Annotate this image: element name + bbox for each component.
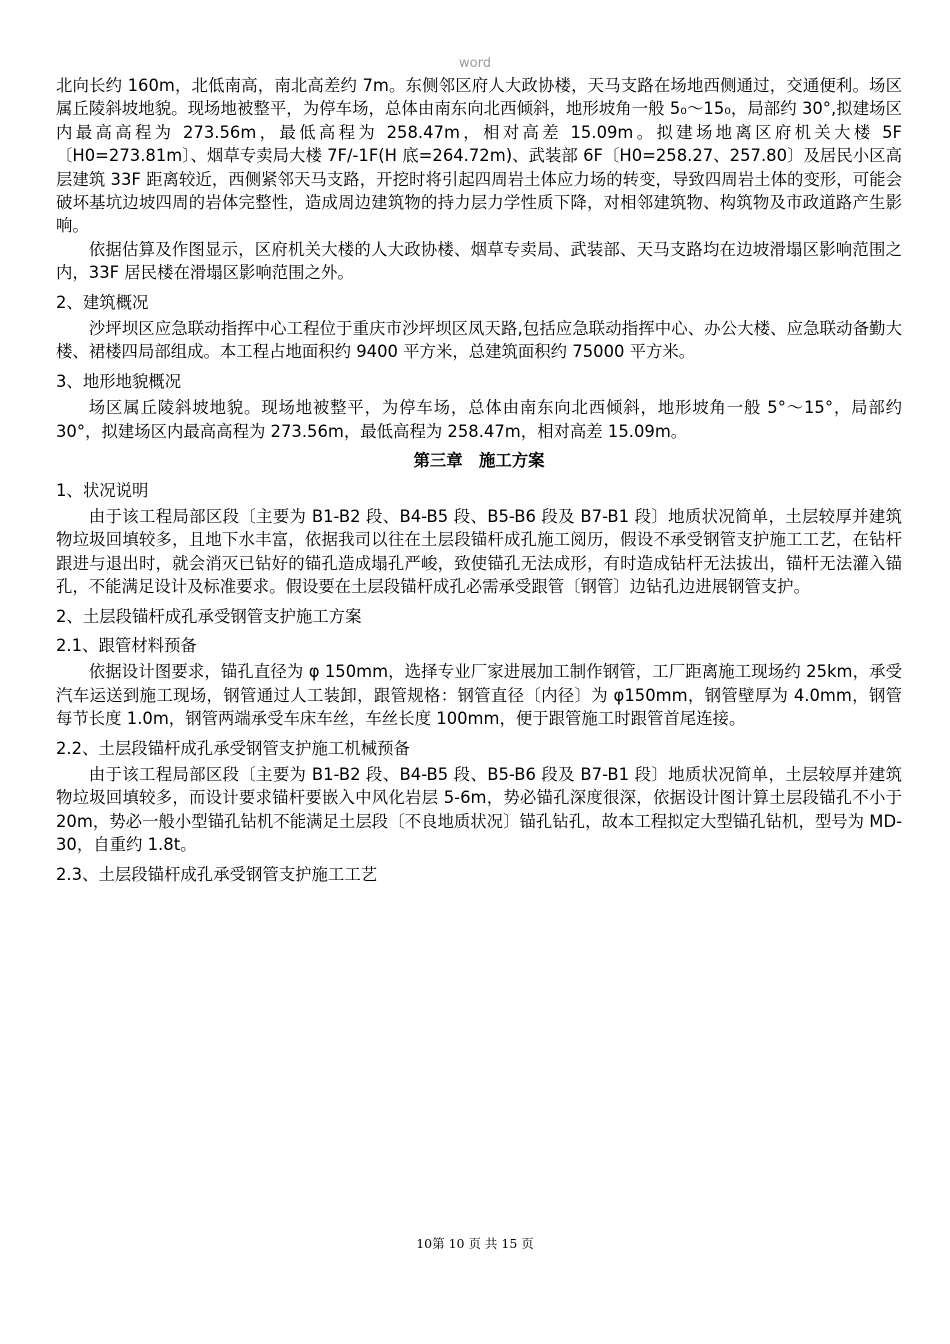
paragraph-machinery: 由于该工程局部区段〔主要为 B1-B2 段、B4-B5 段、B5-B6 段及 B7-B1 段〕地质状况简单，土层较厚并建筑物垃圾回填较多，而设计要求锚杆要嵌入中风化岩层 5-6m，势必锚孔深度很深，依据设计图计算土层段锚孔不小于 20m，势必一般小型锚孔钻机不能满足土层段〔不良地质状况〕锚孔钻孔，故本工程拟定大型锚孔钻机，型号为 MD-30，自重约 1.8t。 — [56, 764, 902, 855]
paragraph-terrain-overview: 场区属丘陵斜坡地貌。现场地被整平，为停车场，总体由南东向北西倾斜，地形坡角一般 5°～15°，局部约 30°，拟建场区内最高高程为 273.56m，最低高程为 258.47m，相对高差 15.09m。 — [56, 398, 902, 441]
chapter-title: 第三章 施工方案 — [413, 451, 545, 471]
document-body — [56, 74, 902, 889]
paragraph-status-description: 由于该工程局部区段〔主要为 B1-B2 段、B4-B5 段、B5-B6 段及 B7-B1 段〕地质状况简单，土层较厚并建筑物垃圾回填较多，且地下水丰富，依据我司以往在土层段锚杆成孔施工阅历，假设不承受钢管支护施工工艺，在钻杆跟进与退出时，就会消灭已钻好的锚孔造成塌孔严峻，致使锚孔无法成形，有时造成钻杆无法拔出，锚杆无法灌入锚孔，不能满足设计及标准要求。假设要在土层段锚杆成孔必需承受跟管〔钢管〕边钻孔边进展钢管支护。 — [56, 506, 902, 597]
paragraph-building-overview: 沙坪坝区应急联动指挥中心工程位于重庆市沙坪坝区凤天路,包括应急联动指挥中心、办公大楼、应急联动备勤大楼、裙楼四局部组成。本工程占地面积约 9400 平方米，总建筑面积约 75000 平方米。 — [56, 319, 902, 362]
heading-pipe-materials: 2.1、跟管材料预备 — [56, 635, 197, 655]
heading-machinery: 2.2、土层段锚杆成孔承受钢管支护施工机械预备 — [56, 738, 410, 758]
heading-terrain-overview: 3、地形地貌概况 — [56, 371, 182, 391]
heading-process: 2.3、土层段锚杆成孔承受钢管支护施工工艺 — [56, 864, 378, 884]
heading-construction-plan: 2、土层段锚杆成孔承受钢管支护施工方案 — [56, 606, 362, 626]
page-footer: 10第 10 页 共 15 页 — [416, 1236, 534, 1251]
heading-building-overview: 2、建筑概况 — [56, 292, 149, 312]
paragraph-site-description: 北向长约 160m，北低南高，南北高差约 7m。东侧邻区府人大政协楼，天马支路在场地西侧通过，交通便利。场区属丘陵斜坡地貌。现场地被整平，为停车场，总体由南东向北西倾斜，地形坡角一般 5₀～15₀，局部约 30°,拟建场区内最高高程为 273.56m，最低高程为 258.47m，相对高差 15.09m。拟建场地离区府机关大楼 5F〔H0=273.81m〕、烟草专卖局大楼 7F/-1F(H 底=264.72m)、武装部 6F〔H0=258.27、257.80〕及居民小区高层建筑 33F 距离较近，西侧紧邻天马支路，开挖时将引起四周岩土体应力场的转变，导致四周岩土体的变形，可能会破坏基坑边坡四周的岩体完整性，造成周边建筑物的持力层力学性质下降，对相邻建筑物、构筑物及市政道路产生影响。 — [56, 76, 902, 236]
paragraph-impact-range: 依据估算及作图显示，区府机关大楼的人大政协楼、烟草专卖局、武装部、天马支路均在边坡滑塌区影响范围之内，33F 居民楼在滑塌区影响范围之外。 — [56, 239, 902, 283]
paragraph-pipe-materials: 依据设计图要求，锚孔直径为 φ 150mm，选择专业厂家进展加工制作钢管，工厂距离施工现场约 25km，承受汽车运送到施工现场，钢管通过人工装卸，跟管规格：钢管直径〔内径〕为 φ150mm，钢管壁厚为 4.0mm，钢管每节长度 1.0m，钢管两端承受车床车丝，车丝长度 100mm，便于跟管施工时跟管首尾连接。 — [56, 662, 902, 729]
heading-status-description: 1、状况说明 — [56, 480, 149, 500]
page-header: word — [459, 56, 491, 71]
